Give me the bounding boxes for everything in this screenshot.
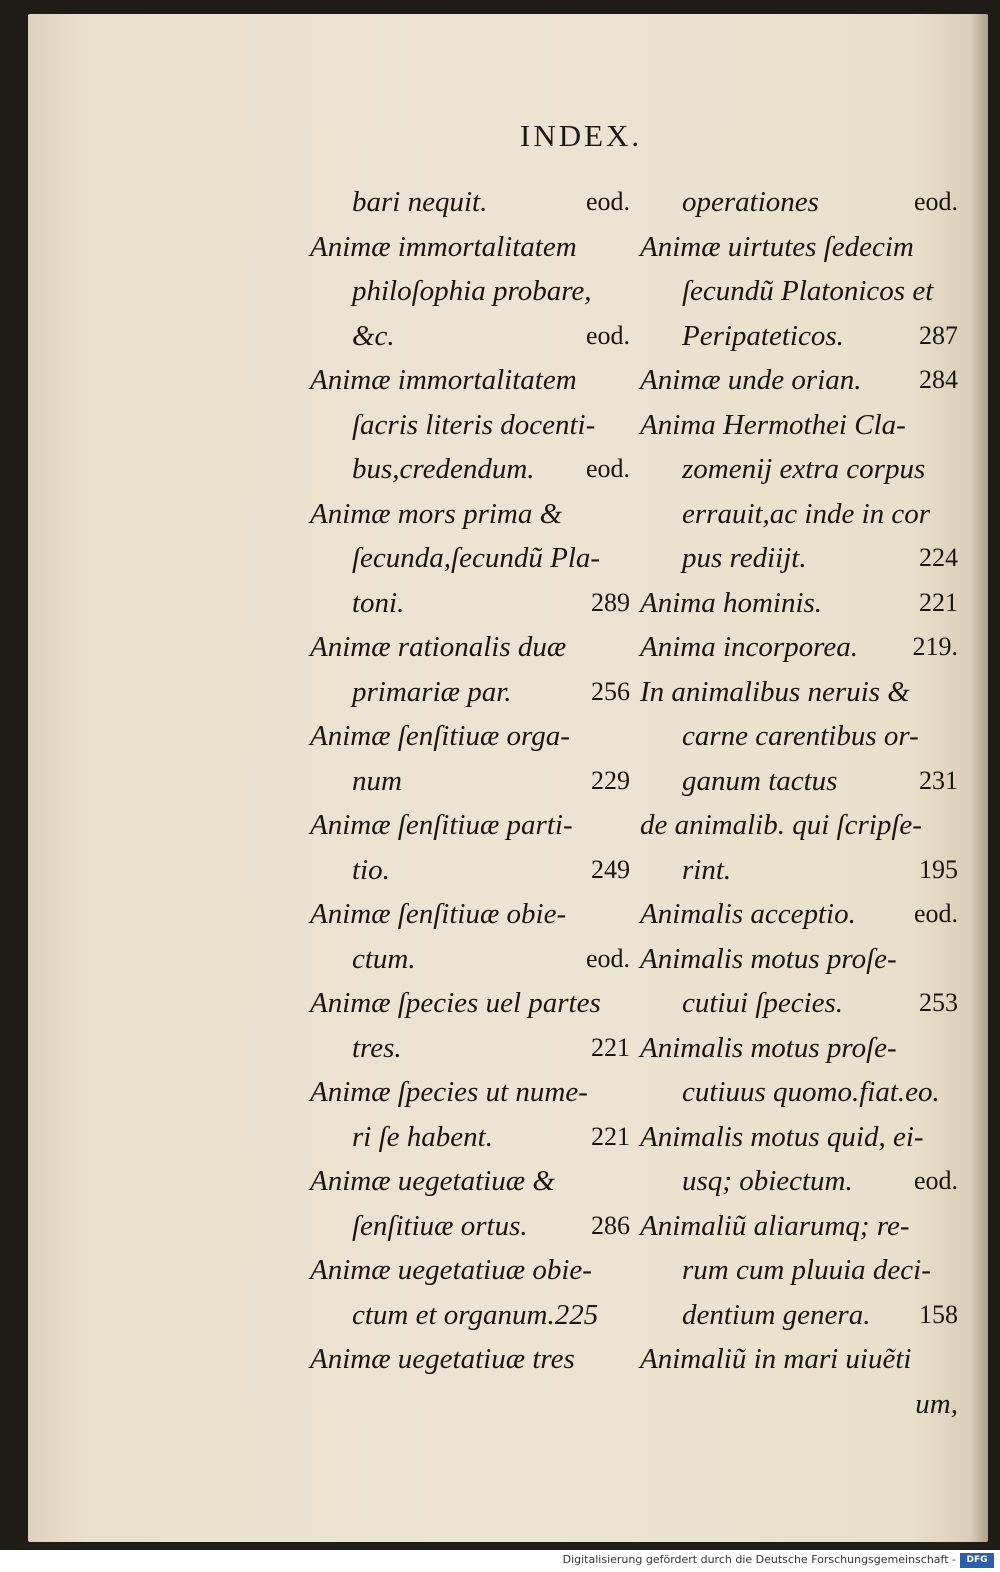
index-line (310, 1204, 630, 1249)
index-line (640, 1070, 958, 1115)
index-line (640, 358, 958, 403)
index-line (640, 492, 958, 537)
index-line (640, 403, 958, 448)
index-line (310, 581, 630, 626)
index-line (310, 714, 630, 759)
index-page-ref: eod. (913, 1166, 958, 1195)
index-line (310, 1115, 630, 1160)
index-entry-text: Animaliũ in mari uiuẽti (640, 1343, 912, 1375)
index-entry-text: Animæ ſpecies ut nume- (310, 1076, 588, 1108)
index-line (310, 670, 630, 715)
index-entry-text: Animæ rationalis duæ (310, 631, 567, 663)
index-entry-text: Animæ uegetatiuæ tres (310, 1343, 575, 1375)
index-entry-text: cutiuus quomo.fiat.eo. (682, 1076, 940, 1108)
index-line (640, 1159, 958, 1204)
index-page-ref: eod. (913, 187, 958, 216)
index-entry-text: Animæ ſpecies uel partes (310, 987, 601, 1019)
index-column-left (310, 180, 630, 1382)
index-entry-text: carne carentibus or- (682, 720, 919, 752)
index-entry-text: Animæ ſenſitiuæ orga- (310, 720, 570, 752)
index-entry-text: Animæ immortalitatem (310, 364, 577, 396)
index-page-ref: 229 (591, 765, 630, 795)
index-line (640, 714, 958, 759)
index-entry-text: rum cum pluuia deci- (682, 1254, 931, 1286)
index-entry-text: ſecunda,ſecundũ Pla- (352, 542, 601, 574)
index-line (640, 937, 958, 982)
index-line (310, 358, 630, 403)
index-entry-text: de animalib. qui ſcripſe- (640, 809, 922, 841)
index-page-ref: 158 (919, 1299, 958, 1329)
index-page-ref: 253 (919, 988, 958, 1017)
index-entry-text: Animæ unde orian. (640, 364, 862, 396)
index-entry-text: cutiui ſpecies. (682, 987, 844, 1019)
index-line (640, 536, 958, 581)
index-line (310, 314, 630, 359)
index-page-ref: 231 (919, 765, 958, 795)
index-entry-text: um, (915, 1387, 958, 1420)
index-page-ref: 289 (591, 587, 630, 617)
index-entry-text: ſenſitiuæ ortus. (352, 1209, 528, 1242)
index-line (310, 269, 630, 314)
index-page-ref: eod. (585, 454, 630, 483)
index-entry-text: toni. (352, 586, 405, 619)
index-line (640, 1204, 958, 1249)
footer-credit: Digitalisierung gefördert durch die Deutsche Forschungsgemeinschaft - (562, 1553, 956, 1566)
index-line (640, 1337, 958, 1382)
index-line (640, 1115, 958, 1160)
index-entry-text: ctum et organum.225 (352, 1298, 599, 1331)
index-line (640, 180, 958, 225)
index-entry-text: errauit,ac inde in cor (682, 497, 931, 530)
index-entry-text: philoſophia probare, (352, 275, 592, 307)
index-column-right (640, 180, 958, 1426)
index-line (640, 892, 958, 937)
index-entry-text: Animalis motus quid, ei- (640, 1120, 924, 1153)
index-entry-text: Animalis motus proſe- (640, 1031, 897, 1064)
index-line (640, 314, 958, 359)
index-line (310, 803, 630, 848)
index-entry-text: &c. (352, 319, 395, 352)
index-line (310, 1070, 630, 1115)
running-head: INDEX. (520, 118, 643, 153)
index-entry-text: Animæ uegetatiuæ obie- (310, 1254, 592, 1286)
index-line (310, 1026, 630, 1071)
index-entry-text: Animalis acceptio. (640, 898, 856, 930)
index-entry-text: num (352, 764, 402, 797)
index-line (310, 1337, 630, 1382)
index-line (640, 981, 958, 1026)
digitization-footer (0, 1550, 1000, 1572)
index-page-ref: eod. (585, 943, 630, 973)
index-line (310, 180, 630, 225)
index-page-ref: 256 (591, 676, 630, 706)
index-page-ref: eod. (585, 320, 630, 350)
index-line (310, 1248, 630, 1293)
index-page-ref: 224 (919, 543, 958, 572)
index-line (310, 536, 630, 581)
page-edge-shadow (970, 14, 988, 1542)
index-page-ref: 221 (919, 587, 958, 617)
index-line (640, 269, 958, 314)
index-entry-text: Peripateticos. (682, 319, 844, 352)
index-line (310, 848, 630, 893)
index-line (640, 625, 958, 670)
index-page-ref: 195 (919, 854, 958, 884)
index-line (640, 447, 958, 492)
index-entry-text: Animæ immortalitatem (310, 230, 577, 263)
index-entry-text: Animaliũ aliarumq; re- (640, 1209, 910, 1242)
index-line (640, 1026, 958, 1071)
index-page-ref: eod. (585, 187, 630, 216)
index-entry-text: zomenij extra corpus (682, 453, 926, 485)
index-entry-text: ctum. (352, 942, 416, 975)
index-line (310, 892, 630, 937)
index-entry-text: usq; obiectum. (682, 1165, 853, 1197)
index-line (310, 492, 630, 537)
index-page-ref: 287 (919, 320, 958, 350)
index-entry-text: pus rediijt. (682, 542, 807, 574)
index-line (310, 759, 630, 804)
index-line (640, 848, 958, 893)
index-entry-text: ſecundũ Platonicos et (682, 275, 934, 307)
index-page-ref: 249 (591, 854, 630, 884)
index-line (640, 670, 958, 715)
index-line (310, 447, 630, 492)
index-page-ref: 221 (591, 1032, 630, 1062)
index-page-ref: 286 (591, 1210, 630, 1240)
index-line (310, 937, 630, 982)
index-page-ref: eod. (913, 899, 958, 928)
index-entry-text: Anima Hermothei Cla- (640, 408, 906, 441)
index-line (310, 1293, 630, 1338)
index-entry-text: Animæ ſenſitiuæ parti- (310, 809, 573, 841)
index-entry-text: Animæ uirtutes ſedecim (640, 230, 914, 263)
index-entry-text: bari nequit. (352, 186, 488, 218)
dfg-logo: DFG (960, 1553, 994, 1568)
index-line (640, 803, 958, 848)
index-page-ref: 219. (912, 632, 958, 661)
index-entry-text: Animæ uegetatiuæ & (310, 1165, 555, 1197)
index-entry-text: ri ſe habent. (352, 1120, 493, 1153)
index-page-ref: 221 (591, 1121, 630, 1151)
index-entry-text: Animæ ſenſitiuæ obie- (310, 898, 567, 930)
index-line (640, 759, 958, 804)
index-line (640, 1382, 958, 1427)
index-entry-text: dentium genera. (682, 1298, 871, 1331)
index-entry-text: In animalibus neruis & (640, 675, 910, 708)
index-line (640, 1293, 958, 1338)
index-page-ref: 284 (919, 365, 958, 394)
index-line (640, 1248, 958, 1293)
index-line (310, 225, 630, 270)
index-line (310, 625, 630, 670)
index-entry-text: operationes (682, 186, 819, 218)
index-line (640, 225, 958, 270)
index-entry-text: Anima incorporea. (640, 631, 859, 663)
index-entry-text: bus,credendum. (352, 453, 535, 485)
index-entry-text: Anima hominis. (640, 586, 823, 619)
index-entry-text: tio. (352, 853, 390, 886)
index-entry-text: rint. (682, 853, 732, 886)
index-line (640, 581, 958, 626)
index-entry-text: tres. (352, 1031, 402, 1064)
index-entry-text: ganum tactus (682, 764, 838, 797)
index-entry-text: Animæ mors prima & (310, 497, 563, 530)
index-line (310, 1159, 630, 1204)
index-line (310, 981, 630, 1026)
index-line (310, 403, 630, 448)
index-entry-text: primariæ par. (352, 675, 512, 708)
index-entry-text: ſacris literis docenti- (352, 408, 596, 441)
index-entry-text: Animalis motus proſe- (640, 942, 897, 975)
